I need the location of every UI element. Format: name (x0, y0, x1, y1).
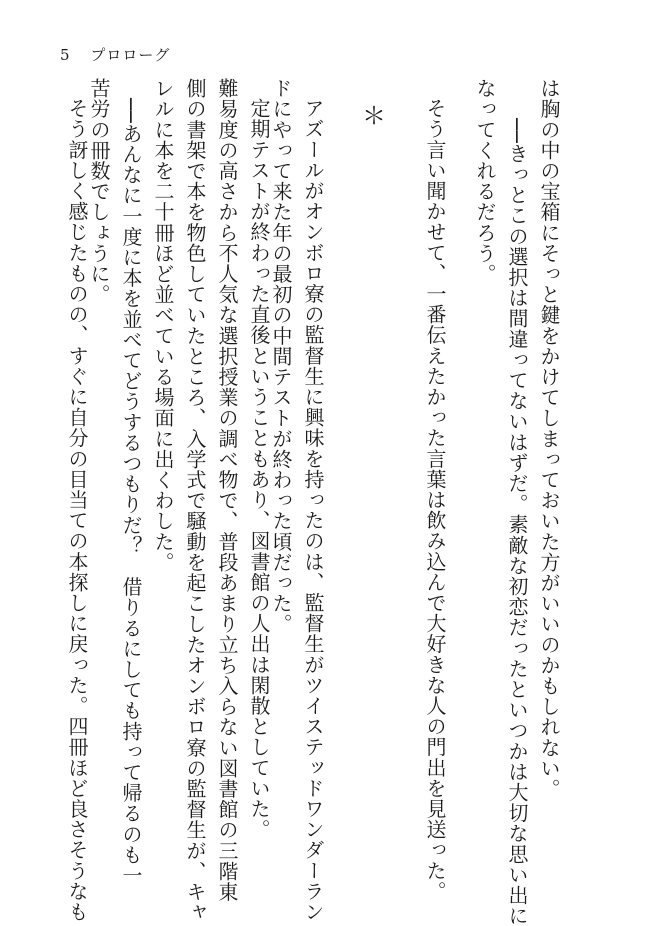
page-number: 5 (60, 46, 71, 64)
text-column-2: ──きっとこの選択は間違ってないはずだ。素敵な初恋だったといつかは大切な思い出に (505, 118, 529, 926)
text-column-8: 定期テストが終わった直後ということもあり、図書館の人出は閑散としていた。 (247, 98, 271, 840)
text-column-4: そう言い聞かせて、一番伝えたかった言葉は飲み込んで大好きな人の門出を見送った。 (423, 98, 447, 902)
text-column-9: 難易度の高さから不人気な選択授業の調べ物で、普段あまり立ち入らない図書館の三階東 (215, 78, 239, 902)
scene-break-asterisk: ＊ (362, 102, 386, 130)
text-column-10: 側の書架で本を物色していたところ、入学式で騒動を起こしたオンボロ寮の監督生が、キャ (183, 78, 207, 923)
text-column-1: は胸の中の宝箱にそっと鍵をかけてしまっておいた方がいいのかもしれない。 (537, 78, 561, 799)
chapter-title: プロローグ (90, 46, 171, 64)
text-column-6: アズールがオンボロ寮の監督生に興味を持ったのは、監督生がツイステッドワンダーラン (301, 98, 325, 922)
text-column-12: ──あんなに一度に本を並べてどうするつもりだ？ 借りるにしても持って帰るのも一 (119, 98, 143, 886)
text-column-7: ドにやって来た年の最初の中間テストが終わった頃だった。 (269, 78, 293, 635)
text-column-3: なってくれるだろう。 (473, 78, 497, 284)
text-column-13: 苦労の冊数でしょうに。 (87, 78, 111, 305)
running-header (60, 44, 170, 65)
text-column-11: レルに本を二十冊ほど並べている場面に出くわした。 (151, 78, 175, 573)
text-column-14: そう訝しく感じたものの、すぐに自分の目当ての本探しに戻った。四冊ほど良さそうなも (65, 98, 89, 922)
